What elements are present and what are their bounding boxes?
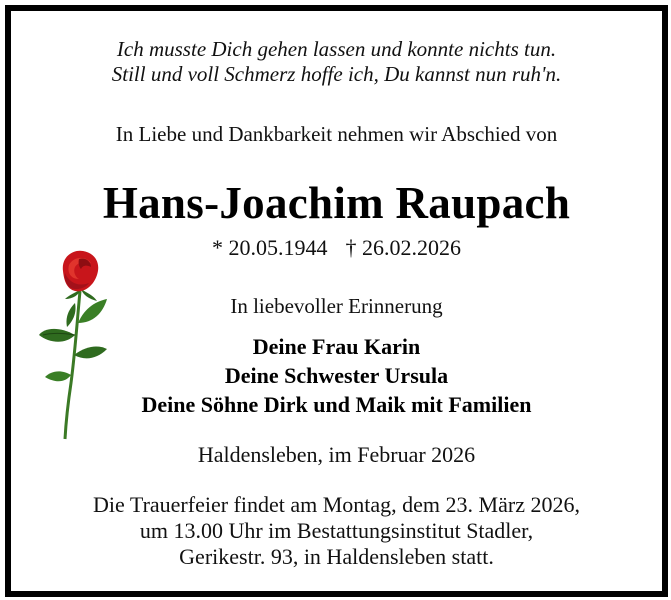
birth-date: * 20.05.1944 bbox=[212, 235, 328, 260]
service-line-1: Die Trauerfeier findet am Montag, dem 23. März 2026, bbox=[93, 492, 580, 517]
service-line-3: Gerikestr. 93, in Haldensleben statt. bbox=[179, 544, 494, 569]
service-line-2: um 13.00 Uhr im Bestattungsinstitut Stadler, bbox=[139, 518, 534, 543]
verse-line-2: Still und voll Schmerz hoffe ich, Du kannst nun ruh'n. bbox=[111, 62, 562, 86]
family-member-1: Deine Frau Karin bbox=[252, 334, 421, 359]
family-member-3: Deine Söhne Dirk und Maik mit Familien bbox=[141, 392, 532, 417]
obituary-frame bbox=[5, 5, 668, 597]
memory-text: In liebevoller Erinnerung bbox=[230, 294, 443, 318]
verse-line-1: Ich musste Dich gehen lassen und konnte nichts tun. bbox=[116, 37, 557, 61]
place-date: Haldensleben, im Februar 2026 bbox=[197, 442, 476, 467]
deceased-name: Hans-Joachim Raupach bbox=[102, 178, 571, 228]
family-member-2: Deine Schwester Ursula bbox=[224, 363, 449, 388]
death-date: † 26.02.2026 bbox=[345, 235, 461, 260]
intro-text: In Liebe und Dankbarkeit nehmen wir Abschied von bbox=[115, 122, 558, 146]
red-rose-icon bbox=[35, 243, 115, 443]
